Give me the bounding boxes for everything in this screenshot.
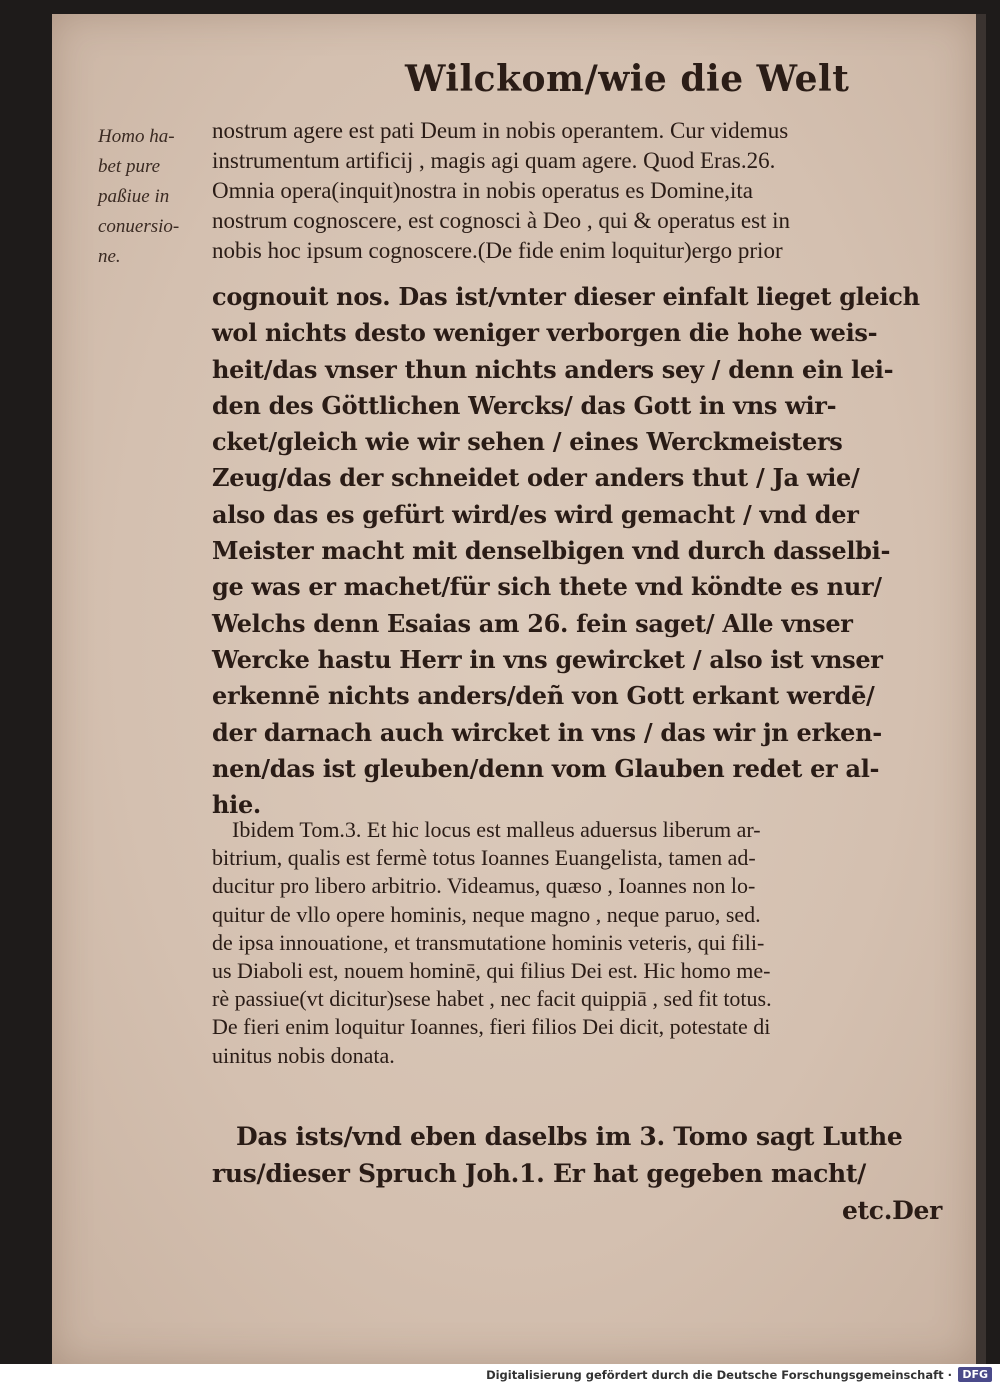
text-line: nen/das ist gleuben/denn vom Glauben redet er al- bbox=[212, 753, 880, 783]
german-paragraph-2 bbox=[212, 1118, 942, 1229]
text-line: Welchs denn Esaias am 26. fein saget/ Alle vnser bbox=[212, 608, 853, 638]
text-line: nostrum agere est pati Deum in nobis operantem. Cur videmus bbox=[212, 118, 789, 143]
catchword: etc.Der bbox=[841, 1196, 942, 1225]
dfg-logo-icon: DFG bbox=[958, 1367, 992, 1382]
text-line: Zeug/das der schneidet oder anders thut / Ja wie/ bbox=[212, 463, 860, 493]
text-line: nostrum cognoscere, est cognosci à Deo , qui & operatus est in bbox=[212, 208, 791, 233]
text-line: wol nichts desto weniger verborgen die hohe weis- bbox=[212, 318, 878, 348]
text-line: us Diaboli est, nouem hominē, qui filius Dei est. Hic homo me- bbox=[212, 958, 771, 984]
margin-note-line: Homo ha- bbox=[98, 126, 175, 147]
margin-note-line: conuersio- bbox=[98, 216, 180, 237]
text-line: De fieri enim loquitur Ioannes, fieri filios Dei dicit, potestate di bbox=[212, 1014, 771, 1040]
latin-paragraph-2 bbox=[212, 816, 772, 1070]
text-line: de ipsa innouatione, et transmutatione hominis veteris, qui fili- bbox=[212, 929, 765, 955]
text-line: erkennē nichts anders/deñ von Gott erkant werdē/ bbox=[212, 681, 875, 711]
german-paragraph-1 bbox=[212, 279, 920, 823]
text-line: rè passiue(vt dicitur)sese habet , nec facit quippiā , sed fit totus. bbox=[212, 986, 772, 1012]
text-line: heit/das vnser thun nichts anders sey / denn ein lei- bbox=[212, 354, 894, 384]
text-line: bitrium, qualis est fermè totus Ioannes Euangelista, tamen ad- bbox=[212, 845, 756, 871]
text-line: den des Göttlichen Wercks/ das Gott in vns wir- bbox=[212, 390, 837, 420]
running-title: Wilckom/wie die Welt bbox=[405, 58, 850, 100]
text-line: Meister macht mit denselbigen vnd durch dasselbi- bbox=[212, 536, 891, 566]
margin-note bbox=[98, 122, 210, 272]
text-line: Das ists/vnd eben daselbs im 3. Tomo sagt Luthe bbox=[236, 1122, 903, 1151]
text-line: hie. bbox=[212, 790, 261, 820]
page-edge bbox=[976, 14, 986, 1364]
funding-credit: Digitalisierung gefördert durch die Deutsche Forschungsgemeinschaft · bbox=[486, 1368, 952, 1382]
text-line: ge was er machet/für sich thete vnd köndte es nur/ bbox=[212, 572, 882, 602]
text-line: quitur de vllo opere hominis, neque magno , neque paruo, sed. bbox=[212, 901, 761, 927]
text-line: nobis hoc ipsum cognoscere.(De fide enim loquitur)ergo prior bbox=[212, 238, 783, 263]
margin-note-line: bet pure bbox=[98, 156, 161, 177]
text-line: ducitur pro libero arbitrio. Videamus, quæso , Ioannes non lo- bbox=[212, 873, 756, 899]
text-line: cket/gleich wie wir sehen / eines Werckmeisters bbox=[212, 427, 843, 457]
text-line: instrumentum artificij , magis agi quam agere. Quod Eras.26. bbox=[212, 148, 776, 173]
text-line: cognouit nos. Das ist/vnter dieser einfalt lieget gleich bbox=[212, 282, 920, 311]
text-line: also das es gefürt wird/es wird gemacht / vnd der bbox=[212, 499, 859, 529]
text-line: Omnia opera(inquit)nostra in nobis operatus es Domine,ita bbox=[212, 178, 754, 203]
text-line: der darnach auch wircket in vns / das wir jn erken- bbox=[212, 717, 882, 747]
text-line: rus/dieser Spruch Joh.1. Er hat gegeben macht/ bbox=[212, 1159, 866, 1188]
text-line: Wercke hastu Herr in vns gewircket / also ist vnser bbox=[212, 644, 883, 674]
text-line: Ibidem Tom.3. Et hic locus est malleus aduersus liberum ar- bbox=[232, 817, 761, 842]
latin-paragraph-1 bbox=[212, 116, 790, 266]
text-line: uinitus nobis donata. bbox=[212, 1042, 395, 1068]
margin-note-line: ne. bbox=[98, 246, 121, 267]
margin-note-line: paßiue in bbox=[98, 186, 170, 207]
